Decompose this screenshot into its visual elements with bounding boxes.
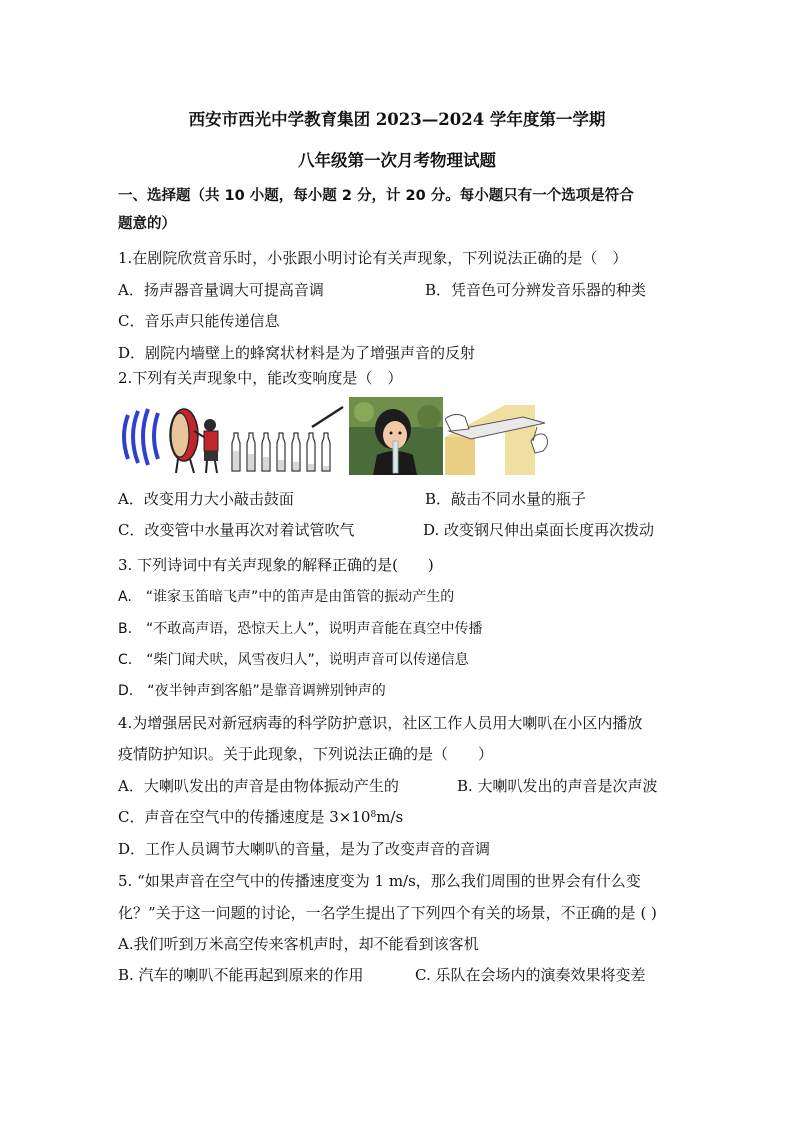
q4-stem: 4.为增强居民对新冠病毒的科学防护意识，社区工作人员用大喇叭在小区内播放 [118,714,643,732]
q4-option-a: A．大喇叭发出的声音是由物体振动产生的 [118,777,399,795]
q3-option-c: C. “柴门闻犬吠，风雪夜归人”，说明声音可以传递信息 [118,652,469,668]
q1-option-d: D．剧院内墙壁上的蜂窝状材料是为了增强声音的反射 [118,344,476,362]
q4-stem-cont: 疫情防护知识。关于此现象，下列说法正确的是（ ） [118,745,494,763]
exam-title-line1: 西安市西光中学教育集团 2023—2024 学年度第一学期 [188,110,606,129]
q3-option-b: B. “不敢高声语，恐惊天上人”，说明声音能在真空中传播 [118,621,483,637]
section1-heading: 一、选择题（共 10 小题，每小题 2 分，计 20 分。每小题只有一个选项是符合 [118,188,634,204]
exam-title-line2: 八年级第一次月考物理试题 [298,151,496,170]
q5-stem: 5. “如果声音在空气中的传播速度变为 1 m/s，那么我们周围的世界会有什么变 [118,872,641,890]
q4-option-b: B. 大喇叭发出的声音是次声波 [457,777,658,795]
q2-option-c: C．改变管中水量再次对着试管吹气 [118,521,355,539]
q2-stem: 2.下列有关声现象中，能改变响度是（ ） [118,369,403,387]
q5-stem-cont: 化？”关于这一问题的讨论，一名学生提出了下列四个有关的场景，不正确的是 ( ) [118,904,657,922]
q1-option-c: C．音乐声只能传递信息 [118,312,280,330]
q1-option-b: B．凭音色可分辨发音乐器的种类 [425,281,647,299]
q4-option-d: D．工作人员调节大喇叭的音量，是为了改变声音的音调 [118,840,491,858]
bottles-figure [228,397,348,475]
ruler-on-table-figure [445,397,559,475]
q3-option-a: A. “谁家玉笛暗飞声”中的笛声是由笛管的振动产生的 [118,589,455,605]
q3-option-d: D. “夜半钟声到客船”是靠音调辨别钟声的 [118,683,386,699]
drum-figure [118,397,230,475]
q2-figures [118,397,558,477]
q1-option-a: A．扬声器音量调大可提高音调 [118,281,324,299]
q2-option-b: B．敲击不同水量的瓶子 [425,490,587,508]
q5-option-a: A.我们听到万米高空传来客机声时，却不能看到该客机 [118,935,479,953]
child-blowing-tube-photo [349,397,443,475]
q5-option-b: B. 汽车的喇叭不能再起到原来的作用 [118,966,364,984]
q2-option-a: A．改变用力大小敲击鼓面 [118,490,294,508]
q2-option-d: D. 改变钢尺伸出桌面长度再次拨动 [423,521,655,539]
q1-stem: 1.在剧院欣赏音乐时，小张跟小明讨论有关声现象，下列说法正确的是（ ） [118,249,628,267]
q5-option-c: C. 乐队在会场内的演奏效果将变差 [415,966,646,984]
q3-stem: 3. 下列诗词中有关声现象的解释正确的是( ) [118,556,434,574]
section1-heading-cont: 题意的） [118,216,176,232]
q4-option-c: C．声音在空气中的传播速度是 $3\times 10^8m/s$ [118,808,404,826]
